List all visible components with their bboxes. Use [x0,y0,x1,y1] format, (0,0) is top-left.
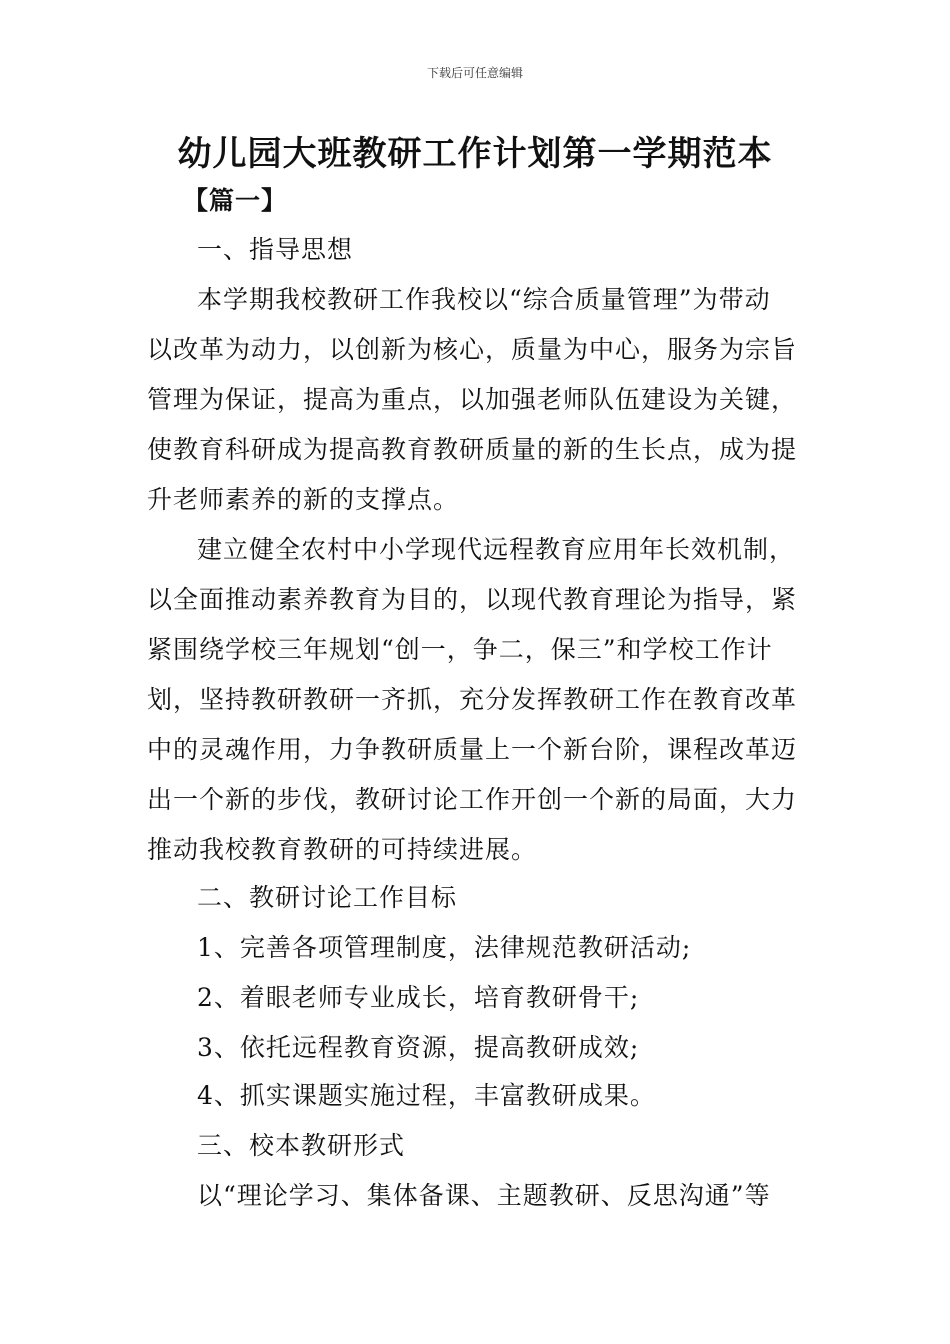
paragraph-line: 中的灵魂作用，力争教研质量上一个新台阶，课程改革迈 [147,735,798,764]
list-item: 4、抓实课题实施过程，丰富教研成果。 [197,1081,656,1110]
paragraph-line: 划，坚持教研教研一齐抓，充分发挥教研工作在教育改革 [147,685,798,714]
document-title: 幼儿园大班教研工作计划第一学期范本 [177,134,773,174]
paragraph-line: 以“理论学习、集体备课、主题教研、反思沟通”等 [197,1181,771,1210]
paragraph-line: 本学期我校教研工作我校以“综合质量管理”为带动 [197,285,771,314]
paragraph-line: 以全面推动素养教育为目的，以现代教育理论为指导，紧 [147,585,798,614]
heading-forms: 三、校本教研形式 [197,1131,406,1160]
paragraph-line: 推动我校教育教研的可持续进展。 [147,835,538,864]
list-item: 3、依托远程教育资源，提高教研成效; [197,1033,640,1062]
paragraph-line: 升老师素养的新的支撑点。 [147,485,460,514]
section-tag: 【篇一】 [183,186,288,215]
list-item: 1、完善各项管理制度，法律规范教研活动; [197,933,692,962]
paragraph-line: 使教育科研成为提高教育教研质量的新的生长点，成为提 [147,435,798,464]
list-item: 2、着眼老师专业成长，培育教研骨干; [197,983,640,1012]
paragraph-line: 以改革为动力，以创新为核心，质量为中心，服务为宗旨 [147,335,798,364]
paragraph-line: 紧围绕学校三年规划“创一，争二，保三”和学校工作计 [147,635,773,664]
heading-goals: 二、教研讨论工作目标 [197,883,458,912]
paragraph-line: 建立健全农村中小学现代远程教育应用年长效机制， [197,535,796,564]
header-note: 下载后可任意编辑 [426,66,523,80]
heading-guiding-thought: 一、指导思想 [197,235,354,264]
paragraph-line: 管理为保证，提高为重点，以加强老师队伍建设为关键， [147,385,798,414]
paragraph-line: 出一个新的步伐，教研讨论工作开创一个新的局面，大力 [147,785,798,814]
